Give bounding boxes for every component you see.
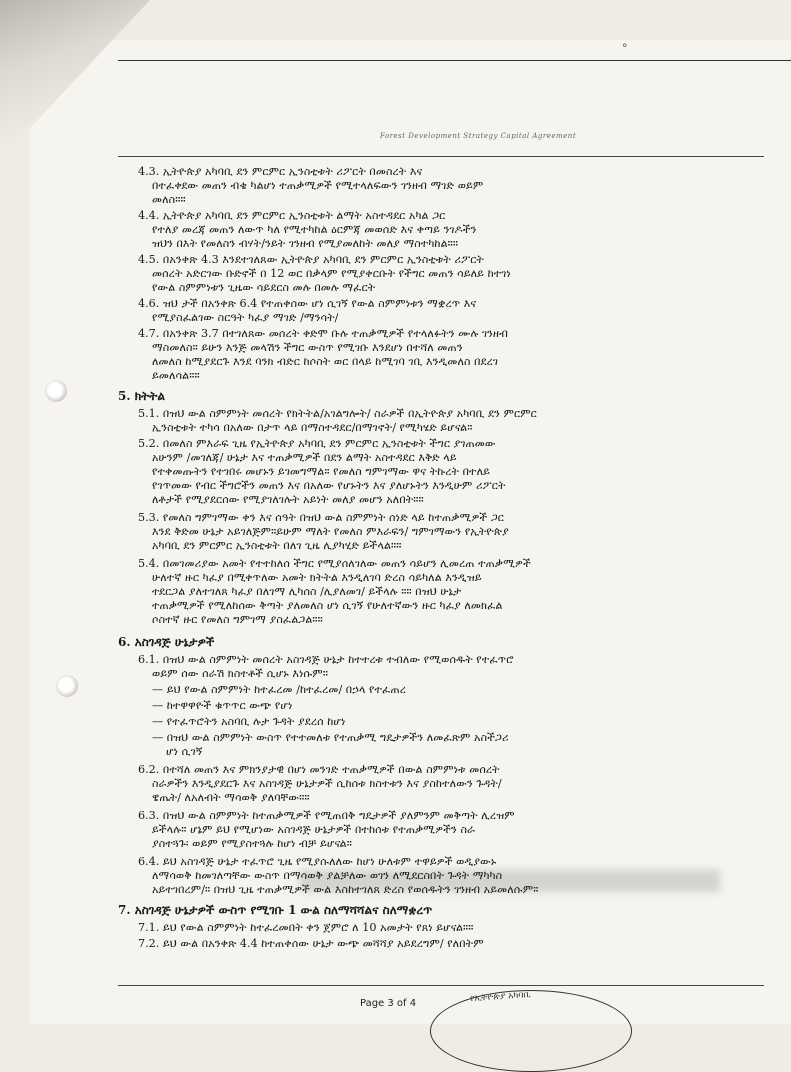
text-line: መሰረት አድርገው ቡድኖች በ 12 ወር በቃላም የሚያቀርቡት የችግር መጠን ሳይለይ ከተገነ — [152, 267, 511, 280]
text-line: የተቀመጡትን የተገበሩ መሆኑን ይገመግማል። የመለስ ግምገማው ዋና ትኩረት በተለይ — [152, 465, 491, 478]
text-line: 4.3. ኢትዮጵያ አካባቢ ደን ምርምር ኢንስቲቱት ሪፖርት በመስረት እና — [138, 165, 423, 178]
text-line: ሁለተኛ ዙር ካፈያ በሚቀጥለው አመት ክትትል እንዲለገባ ድረስ ሳይካለል እንዲዝይ — [152, 571, 482, 584]
text-line: በተፈቀደው መጠን ብቄ ካልሆነ ተጠቃሚዎች የሚተላለፍውን ገንዘብ ማገድ ወይም — [152, 179, 484, 192]
text-line: 7.2. ይህ ውል በአንቀጽ 4.4 ከተጠቀሰው ሁኔታ ውጭ መሻሻያ አይደረግም/ የለበትም — [138, 937, 484, 950]
text-line: 5.4. በመገመሪያው አመት የተተከለሰ ችግር የሚያሰለገለው መጠን ሳይሆን ሊመረጠ ተጠቃሚዎች — [138, 557, 531, 570]
bullet-item: — በዝህ ውል ስምምነት ውስጥ የተተመለቱ የተጠቃሚ ግዴታዎችን ለመፈጽም አስችጋሪ — [152, 731, 509, 744]
text-line: ማስመለስ። ይሁን እንጅ መላሽን ችግር ውስጥ የሚገቡ እንደሆነ በተሻለ መጠን — [152, 341, 463, 354]
text-line: የተለያ መረጃ መጠን ለውጥ ካለ የሚተካከል ዕርምጃ መወሰድ እና ቀጣይ ንገዶችን — [152, 223, 477, 236]
header-rule — [118, 156, 764, 157]
bullet-item: — ይህ የውል ስምምነት ከተፈረመ /ከተፈረመ/ በኃላ የተፈጠረ — [152, 683, 407, 696]
text-line: 7.1. ይህ የውል ስምምነት ከተፈረመበት ቀን ጀምሮ ለ 10 አመታት የጸነ ይሆናል።። — [138, 921, 474, 934]
text-line: የውል ስምምነቱን ጊዜው ሳይደርስ መሉ በመሉ ማፈርት — [152, 281, 376, 294]
punch-hole — [56, 675, 78, 697]
text-line: 4.5. በአንቀጽ 4.3 እንደተገለጸው ኢትዮጵያ አካባቢ ደን ምርምር ኢንስቲቱት ሪፖርት — [138, 253, 484, 266]
text-line: ለማሳወቅ ከመገለጣቸው ውስጥ በማሳወቅ ያልቻለው ወገን ለሚደርስበት ጉዳት ማካካስ — [152, 869, 503, 882]
text-line: ይመለሳል።። — [152, 369, 200, 382]
text-line: 6.3. በዝህ ውል ስምምነት ከተጠቃሚዎች የሚጠበቅ ግዴታዎች ያለምንም መቅጣት ሊረዝም — [138, 809, 515, 822]
corner-mark: ° — [622, 42, 628, 55]
text-line: እንደ ቅድመ ሁኔታ አይገለጅም።ይሁም ማለት የመለስ ምእራፍን/ ግምገማውን የኢትዮጵያ — [152, 525, 509, 538]
text-line: ይችላሉ። ሆኔም ይህ የሚሆነው አስገዳጅ ሁኔታዎች በተከሰቱ የተጠቃሚዎችን ስራ — [152, 823, 476, 836]
official-stamp — [430, 990, 632, 1072]
text-line: 5.2. በመለስ ምእራፍ ጊዜ የኢትዮጵያ አካባቢ ደን ምርምር ኢንስቲቱት ችግር ያገጠመው — [138, 437, 496, 450]
top-edge-line — [118, 60, 791, 61]
text-line: 6.4. ይህ አስገዳጅ ሁኔታ ተፈጥሮ ጊዜ የሚያሱለለው ከሆነ ሁለቱም ተዋይዎች ወዲያውኑ — [138, 855, 497, 868]
text-line: አሁንም /መገለጃ/ ሁኔታ እና ተጠቃሚዎች በደን ልማት አስተዳደር እቅድ ላይ — [152, 451, 457, 464]
text-line: አካባቢ ደን ምርምር ኢንስቲቱት በለገ ጊዜ ሊያካሂድ ይችላል።። — [152, 539, 402, 552]
text-line: ሆነ ሲገኝ — [166, 745, 203, 758]
text-line: 5.1. በዝህ ውል ስምምነት መሰረት የክትትል/አገልግሎት/ ስራዎች በኢትዮጵያ አካባቢ ደን ምርምር — [138, 407, 537, 420]
section-heading: 6. አስገዳጅ ሁኔታዎች — [118, 635, 215, 649]
text-line: ወይም ሰው ሰራሽ ክስተቶች ሲሆኑ እነሱም። — [152, 667, 329, 680]
stamp-label: የኢትዮጵያ አካባቢ — [469, 989, 531, 1005]
text-line: 6.1. በዝህ ውል ስምምነት መሰረት አስገዳጅ ሁኔታ ከተተረቱ ተብለው የሚወሰዱት የተፈጥሮ — [138, 653, 514, 666]
text-line: ተጠቃሚዎች የሚለከሰው ቅጣት ያለመለስ ሆነ ሲገኝ የሁለተኛውን ዙር ካፈያ ለመክፈል — [152, 599, 503, 612]
text-line: ዝህን በእት የመለስን ብሃት/ንይት ገንዘብ የሚያመለከት መለያ ማስተካከል።። — [152, 237, 459, 250]
section-heading: 5. ክትትል — [118, 389, 165, 403]
text-line: 4.7. በአንቀጽ 3.7 በተገለጸው መሰረት ቀድሞ ቡሉ ተጠቃሚዎች የተላለፉትን ሙሉ ገንዘብ — [138, 327, 508, 340]
text-line: ስራዎችን እንዲያደርጉ እና አስገዳጅ ሁኔታዎች ሲከሰቱ ክስተቱን እና ያስከተለውን ጉዳት/ — [152, 777, 502, 790]
text-line: ለቶታች የሚያደርሰው የሚያገለገሉት አይነት መለያ መሆን አለበት።። — [152, 493, 424, 506]
punch-hole — [45, 380, 67, 402]
text-line: 4.4. ኢትዮጵያ አካባቢ ደን ምርምር ኢንስቲቱት ልማት አስተዳደር አካል ጋር — [138, 209, 446, 222]
bullet-item: — የተፈጥሮትን አስባቢ ሉታ ጉዳት ያደረሰ ከሆነ — [152, 715, 346, 728]
bullet-item: — ከተዋዋዮች ቁጥጥር ውጭ የሆነ — [152, 699, 293, 712]
text-line: የሚያስፈልገው ስርዓት ካፈያ ማገድ /ማንሳት/ — [152, 311, 339, 324]
running-header: Forest Development Strategy Capital Agreement — [380, 132, 577, 140]
text-line: ለመለስ ከሚያደርጉ እንደ ባንክ ብድር ከሶስት ወር በላይ ከሚገባ ገቢ እንዲመለስ በደረገ — [152, 355, 499, 368]
text-line: የገጥመው የብር ችግሮችን መጠን እና በአለው የሆኑትን እና ያለሆኑትን እንዲሁም ሪፖርት — [152, 479, 506, 492]
text-line: ዌጤት/ ለአለብት ማሳወቅ ያለባቸው።። — [152, 791, 310, 804]
text-line: መለስ።። — [152, 193, 186, 206]
text-line: አይተገበረም/። በዝህ ጊዜ ተጠቃሚዎች ውል እስከተገለጸ ድረስ የወሰዱትን ገንዘብ አይመለሱም። — [152, 883, 539, 896]
text-line: 6.2. በተሻለ መጠን እና ምክንያታዊ በሆነ መንገድ ተጠቃሚዎች በውል ስምምነቱ መሰረት — [138, 763, 500, 776]
text-line: 4.6. ዝህ ታች በአንቀጽ 6.4 የተጠቀሰው ሆነ ሲገኝ የውል ስምምነቱን ማቋረጥ እና — [138, 297, 477, 310]
text-line: ሶስተኛ ዙር የመለስ ግምገማ ያስፈልጋል።። — [152, 613, 323, 626]
footer-rule — [118, 985, 764, 986]
page-number: Page 3 of 4 — [360, 998, 417, 1009]
text-line: ያስተጓጉ፡ ወይም የሚያስተጓሉ ከሆነ ብቻ ይሆናል። — [152, 837, 352, 850]
text-line: 5.3. የመለስ ግምገማው ቀን እና ሰዓት በዝህ ውል ስምምነት ሰነድ ላይ ከተጠቃሚዎች ጋር — [138, 511, 504, 524]
section-heading: 7. አስገዳጅ ሁኔታዎች ውስጥ የሚገቡ 1 ውል ስለማሻሻልና ስለማቋረጥ — [118, 903, 433, 917]
text-line: ተደርጋል ያለተገለጸ ካፈያ በለገማ ሊካሰስ /ሊያለመገ/ ይችላሉ ።። በዝህ ሁኔታ — [152, 585, 462, 598]
text-line: ኢንስቲቱት ተካሳ በአለው በታጥ ላይ በማስተዳደር/በማገኖት/ የሚካሄድ ይሆናል። — [152, 421, 473, 434]
